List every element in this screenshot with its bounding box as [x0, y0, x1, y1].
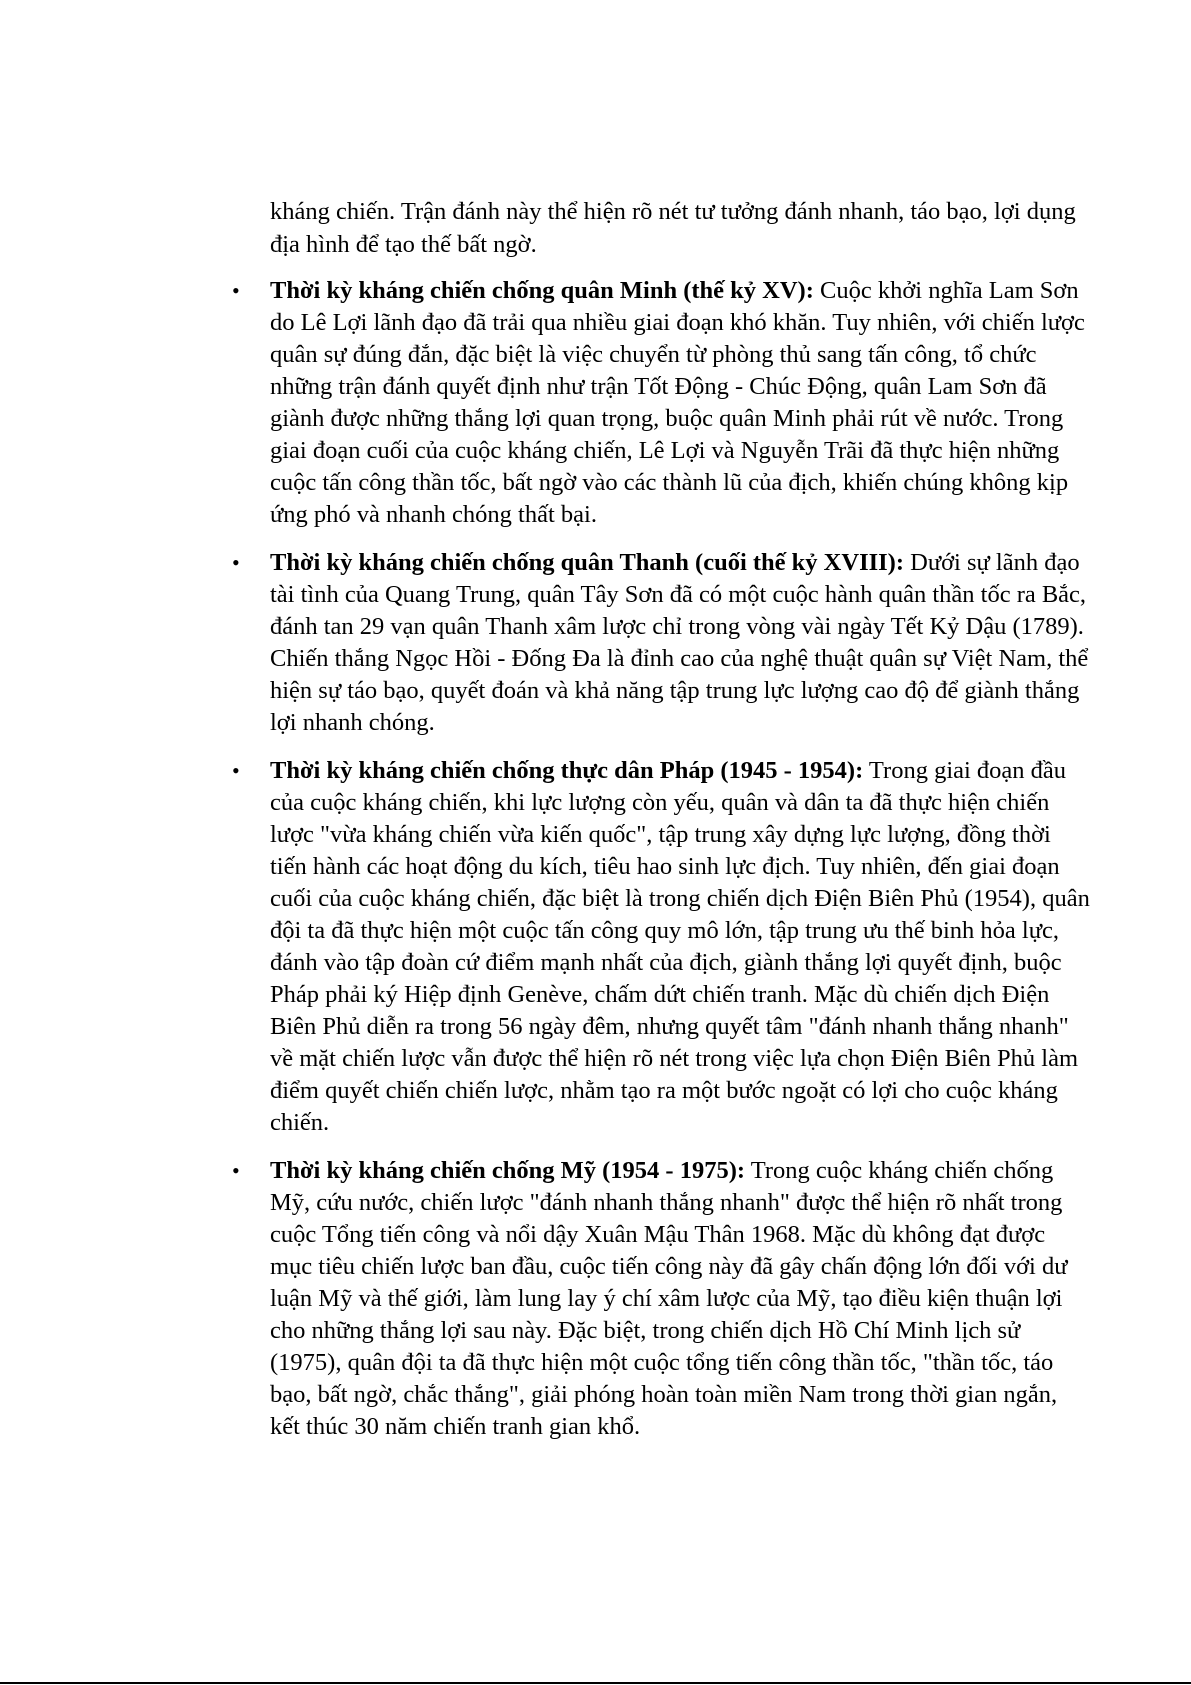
intro-paragraph: kháng chiến. Trận đánh này thể hiện rõ nét tư tưởng đánh nhanh, táo bạo, lợi dụng địa hình để tạo thế bất ngờ.	[270, 198, 1076, 258]
bullet-icon: •	[232, 550, 240, 575]
bullet-item-qing	[230, 547, 1090, 739]
bullet-item-usa	[230, 1155, 1090, 1443]
bullet-title: Thời kỳ kháng chiến chống quân Minh (thế kỷ XV):	[270, 277, 814, 304]
bullet-title: Thời kỳ kháng chiến chống quân Thanh (cuối thế kỷ XVIII):	[270, 549, 904, 576]
bullet-icon: •	[232, 278, 240, 303]
bullet-body: Trong cuộc kháng chiến chống Mỹ, cứu nước, chiến lược "đánh nhanh thắng nhanh" được thể hiện rõ nhất trong cuộc Tổng tiến công và nổi dậy Xuân Mậu Thân 1968. Mặc dù không đạt được mục tiêu chiến lược ban đầu, cuộc tiến công này đã gây chấn động lớn đối với dư luận Mỹ và thế giới, làm lung lay ý chí xâm lược của Mỹ, tạo điều kiện thuận lợi cho những thắng lợi sau này. Đặc biệt, trong chiến dịch Hồ Chí Minh lịch sử (1975), quân đội ta đã thực hiện một cuộc tổng tiến công thần tốc, "thần tốc, táo bạo, bất ngờ, chắc thắng", giải phóng hoàn toàn miền Nam trong thời gian ngắn, kết thúc 30 năm chiến tranh gian khổ.	[270, 1157, 1068, 1440]
bullet-title: Thời kỳ kháng chiến chống Mỹ (1954 - 1975):	[270, 1157, 746, 1184]
period-bullet-list	[230, 275, 1090, 1459]
bullet-body: Dưới sự lãnh đạo tài tình của Quang Trung, quân Tây Sơn đã có một cuộc hành quân thần tốc ra Bắc, đánh tan 29 vạn quân Thanh xâm lược chỉ trong vòng vài ngày Tết Kỷ Dậu (1789). Chiến thắng Ngọc Hồi - Đống Đa là đỉnh cao của nghệ thuật quân sự Việt Nam, thể hiện sự táo bạo, quyết đoán và khả năng tập trung lực lượng cao độ để giành thắng lợi nhanh chóng.	[270, 549, 1089, 736]
bullet-icon: •	[232, 1158, 240, 1183]
bullet-body: Trong giai đoạn đầu của cuộc kháng chiến, khi lực lượng còn yếu, quân và dân ta đã thực hiện chiến lược "vừa kháng chiến vừa kiến quốc", tập trung xây dựng lực lượng, đồng thời tiến hành các hoạt động du kích, tiêu hao sinh lực địch. Tuy nhiên, đến giai đoạn cuối của cuộc kháng chiến, đặc biệt là trong chiến dịch Điện Biên Phủ (1954), quân đội ta đã thực hiện một cuộc tấn công quy mô lớn, tập trung ưu thế binh hỏa lực, đánh vào tập đoàn cứ điểm mạnh nhất của địch, giành thắng lợi quyết định, buộc Pháp phải ký Hiệp định Genève, chấm dứt chiến tranh. Mặc dù chiến dịch Điện Biên Phủ diễn ra trong 56 ngày đêm, nhưng quyết tâm "đánh nhanh thắng nhanh" về mặt chiến lược vẫn được thể hiện rõ nét trong việc lựa chọn Điện Biên Phủ làm điểm quyết chiến chiến lược, nhằm tạo ra một bước ngoặt có lợi cho cuộc kháng chiến.	[270, 757, 1090, 1136]
bullet-item-ming	[230, 275, 1090, 531]
bullet-body: Cuộc khởi nghĩa Lam Sơn do Lê Lợi lãnh đạo đã trải qua nhiều giai đoạn khó khăn. Tuy nhiên, với chiến lược quân sự đúng đắn, đặc biệt là việc chuyển từ phòng thủ sang tấn công, tổ chức những trận đánh quyết định như trận Tốt Động - Chúc Động, quân Lam Sơn đã giành được những thắng lợi quan trọng, buộc quân Minh phải rút về nước. Trong giai đoạn cuối của cuộc kháng chiến, Lê Lợi và Nguyễn Trãi đã thực hiện những cuộc tấn công thần tốc, bất ngờ vào các thành lũ của địch, khiến chúng không kịp ứng phó và nhanh chóng thất bại.	[270, 277, 1085, 528]
bullet-item-france	[230, 755, 1090, 1139]
bullet-title: Thời kỳ kháng chiến chống thực dân Pháp (1945 - 1954):	[270, 757, 864, 784]
page-bottom-divider	[0, 1682, 1191, 1684]
bullet-icon: •	[232, 758, 240, 783]
